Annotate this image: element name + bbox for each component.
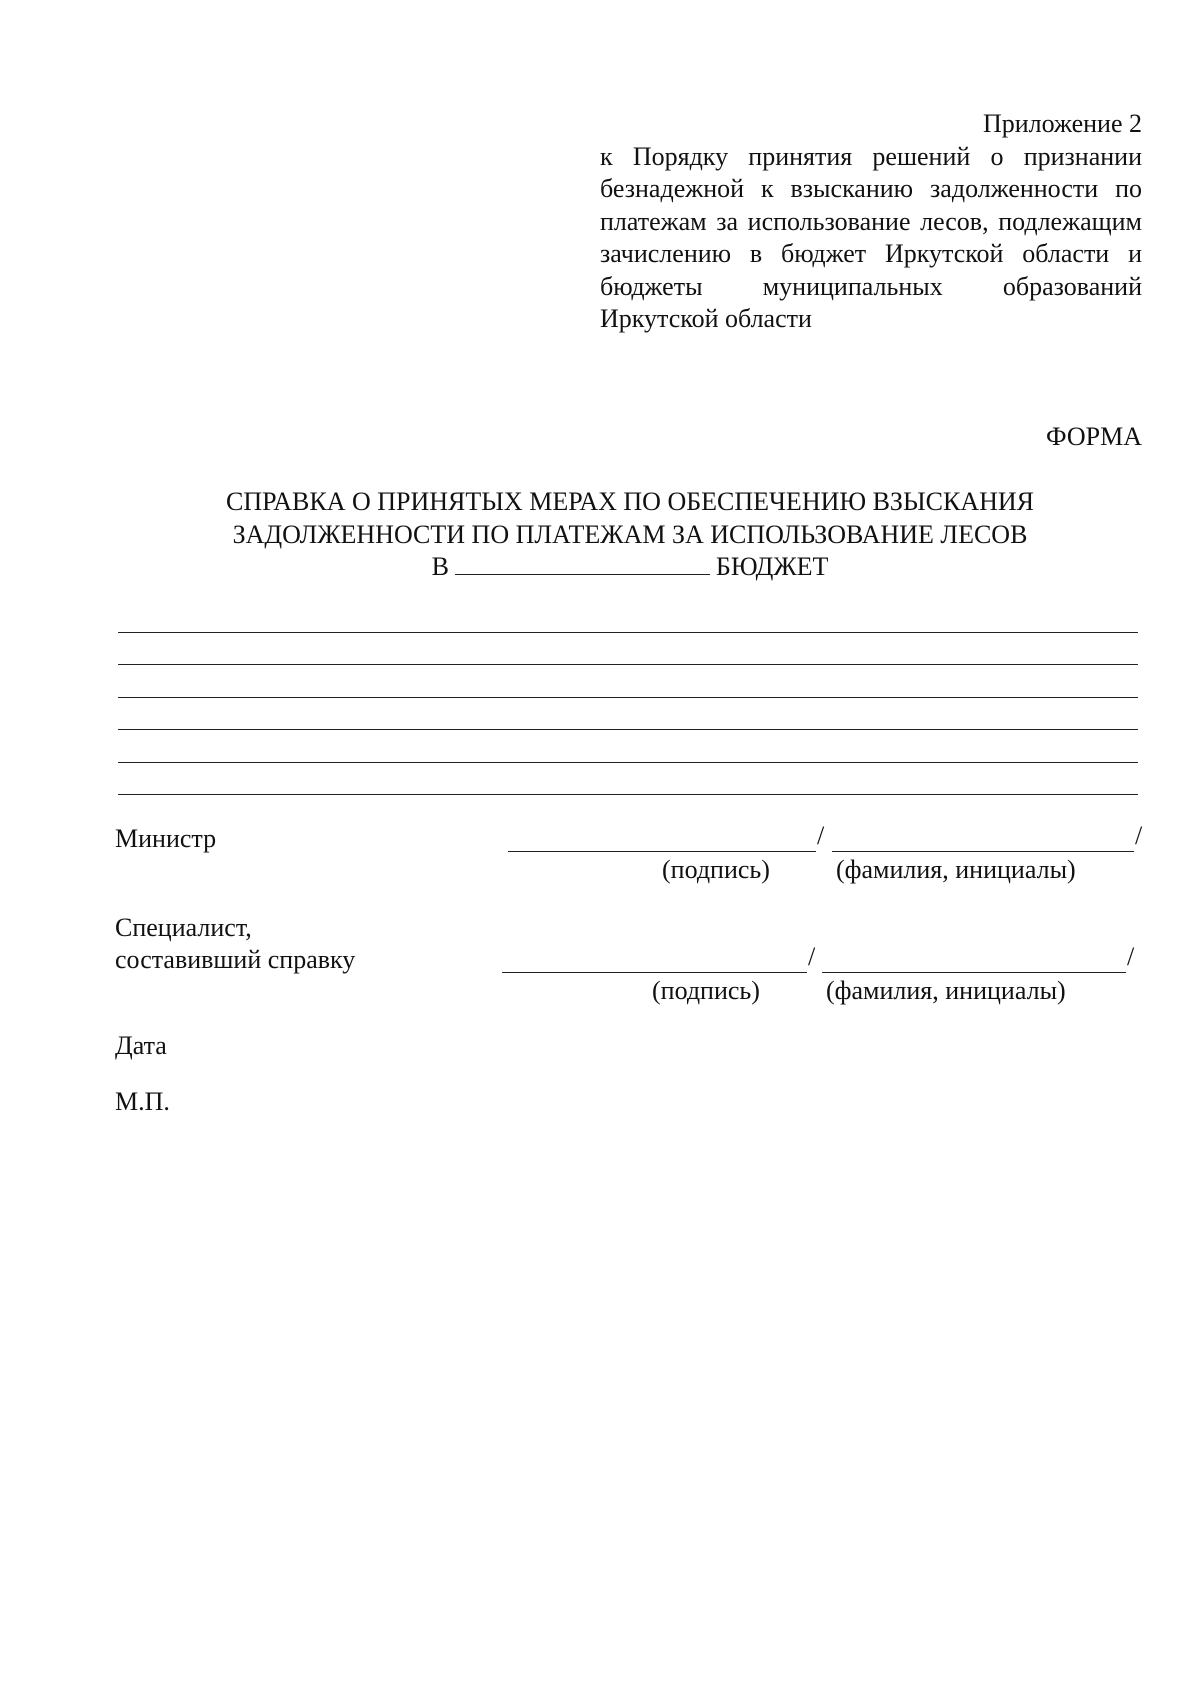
- specialist-separator: /: [808, 942, 816, 971]
- ruled-line: [118, 762, 1138, 763]
- specialist-signature-caption: (подпись): [652, 976, 760, 1005]
- minister-end-separator: /: [1135, 821, 1143, 850]
- stamp-label: М.П.: [115, 1087, 170, 1116]
- title-suffix: БЮДЖЕТ: [715, 552, 829, 581]
- specialist-label-line-2: составивший справку: [115, 945, 356, 974]
- title-prefix: В: [431, 552, 449, 581]
- title-line-2: ЗАДОЛЖЕННОСТИ ПО ПЛАТЕЖАМ ЗА ИСПОЛЬЗОВАНИЕ ЛЕСОВ: [232, 519, 1028, 549]
- ruled-line: [118, 729, 1138, 730]
- specialist-signature-line: [502, 972, 807, 973]
- appendix-title: Приложение 2: [982, 109, 1142, 138]
- ruled-line: [118, 632, 1138, 633]
- title-line-3: [0, 551, 1200, 584]
- minister-signature-caption: (подпись): [662, 855, 770, 884]
- minister-name-caption: (фамилия, инициалы): [836, 855, 1076, 884]
- specialist-label-line-1: Специалист,: [115, 913, 252, 942]
- budget-blank-line: [455, 552, 710, 575]
- appendix-body: к Порядку принятия решений о признании безнадежной к взысканию задолженности по платежам за использование лесов, подлежащим зачислению в бюджет Иркутской области и бюджеты муниципальных образований Иркутской области: [600, 141, 1142, 333]
- minister-name-line: [832, 851, 1134, 852]
- appendix-header: [600, 108, 1142, 336]
- title-line-1: СПРАВКА О ПРИНЯТЫХ МЕРАХ ПО ОБЕСПЕЧЕНИЮ ВЗЫСКАНИЯ: [225, 487, 1034, 516]
- specialist-name-caption: (фамилия, инициалы): [826, 976, 1066, 1005]
- date-label: Дата: [115, 1031, 167, 1060]
- document-title: [0, 486, 1200, 584]
- specialist-name-line: [822, 972, 1126, 973]
- minister-label: Министр: [115, 824, 217, 853]
- form-label: ФОРМА: [1046, 422, 1142, 451]
- minister-signature-line: [508, 851, 816, 852]
- specialist-end-separator: /: [1127, 942, 1135, 971]
- ruled-line: [118, 697, 1138, 698]
- ruled-line: [118, 794, 1138, 795]
- minister-separator: /: [817, 821, 825, 850]
- ruled-line: [118, 664, 1138, 665]
